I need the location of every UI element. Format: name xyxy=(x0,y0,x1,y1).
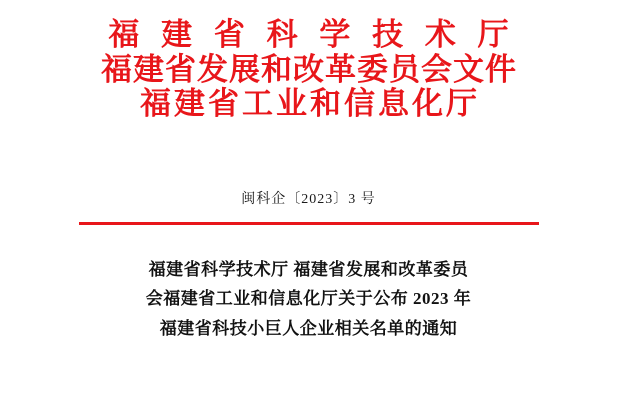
document-title xyxy=(0,255,617,343)
title-line-2: 会福建省工业和信息化厅关于公布 2023 年 xyxy=(145,289,472,309)
document-number: 闽科企〔2023〕3 号 xyxy=(241,192,376,208)
masthead xyxy=(0,0,617,122)
red-divider-rule xyxy=(79,222,539,225)
masthead-line-2: 福建省发展和改革委员会文件 xyxy=(101,51,517,87)
masthead-line-3: 福建省工业和信息化厅 xyxy=(140,86,480,122)
masthead-line-1: 福 建 省 科 学 技 术 厅 xyxy=(108,17,516,52)
title-line-3: 福建省科技小巨人企业相关名单的通知 xyxy=(159,318,458,338)
title-line-1: 福建省科学技术厅 福建省发展和改革委员 xyxy=(148,260,469,280)
